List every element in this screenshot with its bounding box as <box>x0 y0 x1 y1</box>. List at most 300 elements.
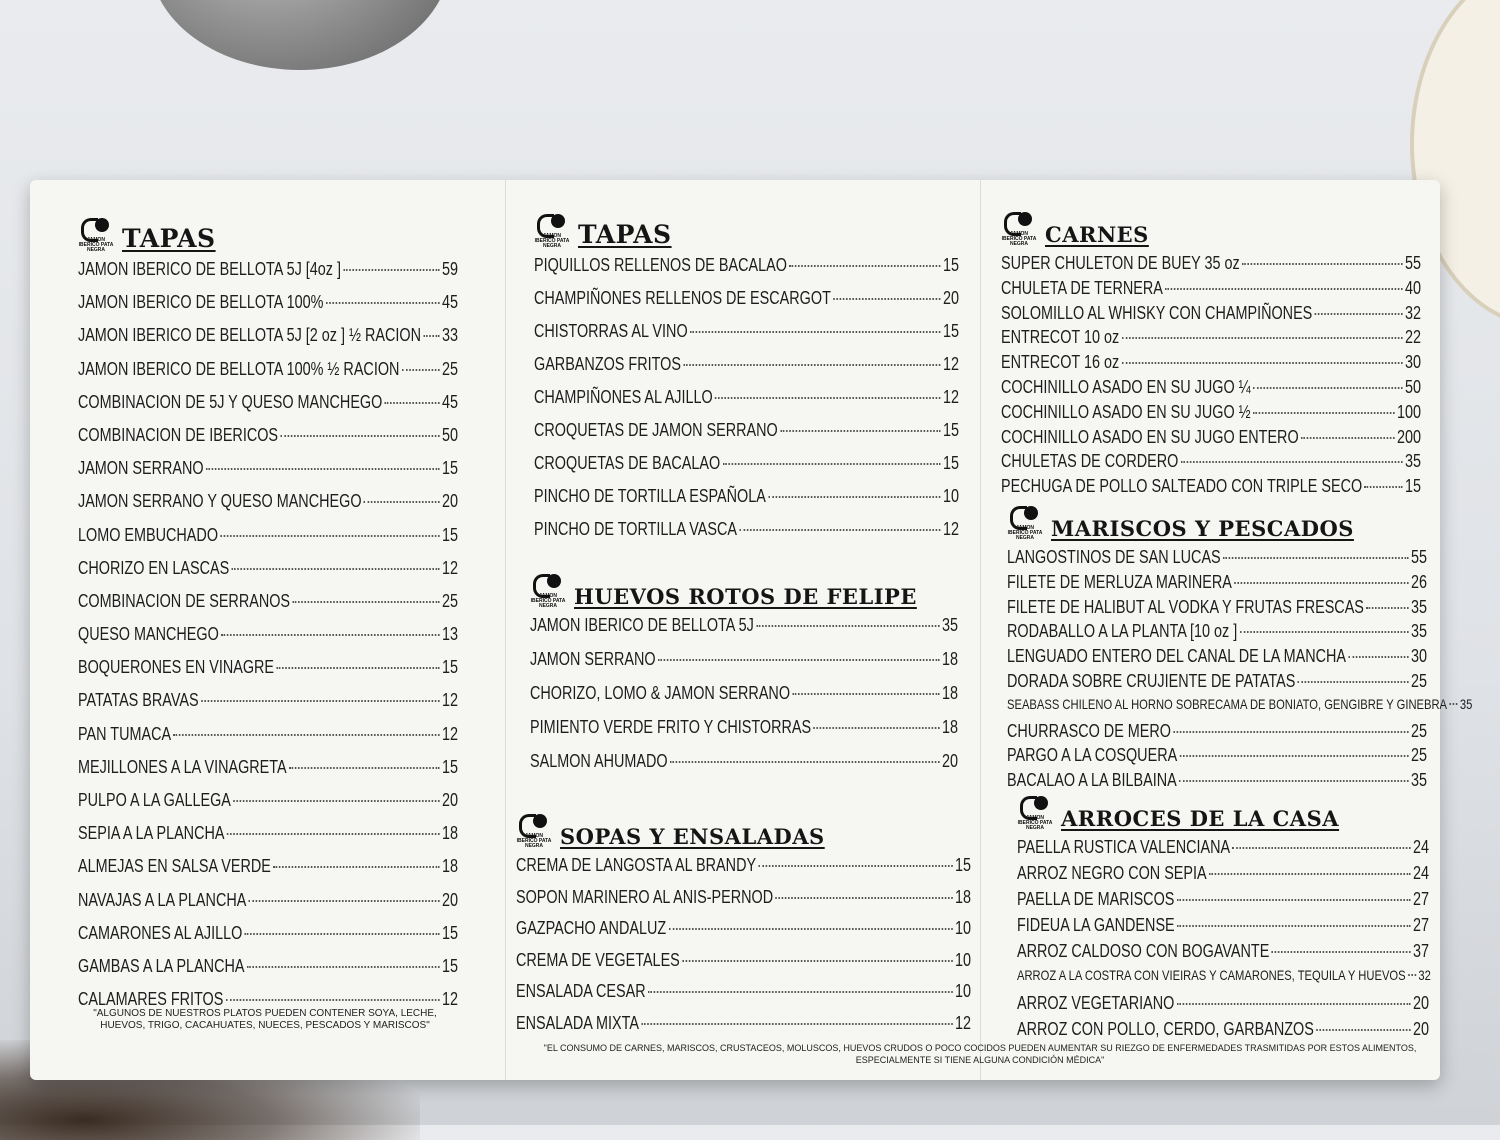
menu-item-price: 20 <box>941 751 958 771</box>
menu-item <box>78 525 458 558</box>
dot-leader <box>1449 703 1457 705</box>
menu-item-name: SOLOMILLO AL WHISKY CON CHAMPIÑONES <box>1001 302 1313 323</box>
menu-item-list <box>1001 253 1421 501</box>
menu-item <box>1001 402 1421 427</box>
dot-leader <box>1177 899 1411 901</box>
menu-item-price: 10 <box>954 981 971 1001</box>
dot-leader <box>221 634 439 636</box>
menu-item-list <box>534 255 959 552</box>
menu-item-price: 12 <box>441 723 458 744</box>
section-carnes <box>1001 210 1421 501</box>
menu-item-price: 25 <box>1410 745 1427 766</box>
menu-item-name: SUPER CHULETON DE BUEY 35 oz <box>1001 253 1240 273</box>
menu-item <box>1017 889 1429 915</box>
menu-item <box>78 624 458 657</box>
menu-item-name: JAMON IBERICO DE BELLOTA 100% ½ RACION <box>78 358 400 379</box>
menu-item-price: 30 <box>1404 352 1421 373</box>
menu-item <box>534 354 959 387</box>
restaurant-logo-icon: JAMON IBERICO PATA NEGRA <box>1017 794 1053 831</box>
menu-item-name: JAMON SERRANO <box>530 649 656 669</box>
dot-leader <box>385 402 440 404</box>
dot-leader <box>292 601 439 603</box>
dot-leader <box>641 1023 952 1025</box>
menu-item <box>78 956 458 989</box>
menu-item-list <box>516 855 971 1044</box>
section-header <box>78 216 458 253</box>
section-title: MARISCOS Y PESCADOS <box>1051 516 1354 541</box>
menu-item-name: LOMO EMBUCHADO <box>78 524 219 545</box>
menu-item-name: PIMIENTO VERDE FRITO Y CHISTORRAS <box>530 717 812 737</box>
menu-item-price: 45 <box>441 292 458 313</box>
section-tapas-1 <box>78 216 458 1022</box>
menu-item-price: 12 <box>441 989 458 1010</box>
menu-item-name: BOQUERONES EN VINAGRE <box>78 657 275 678</box>
dot-leader <box>1177 1003 1411 1005</box>
dot-leader <box>768 496 940 498</box>
menu-item <box>1007 547 1427 572</box>
menu-item-name: CHURRASCO DE MERO <box>1007 720 1172 741</box>
dot-leader <box>658 659 940 661</box>
menu-item-price: 35 <box>1410 596 1427 617</box>
menu-item-name: SEPIA A LA PLANCHA <box>78 823 225 844</box>
section-huevos <box>530 572 958 785</box>
menu-item-price: 18 <box>941 683 958 703</box>
dot-leader <box>1240 631 1409 633</box>
menu-item-name: CHISTORRAS AL VINO <box>534 321 688 341</box>
dot-leader <box>423 335 439 337</box>
menu-item <box>534 255 959 288</box>
menu-item <box>1001 352 1421 377</box>
menu-item-name: COCHINILLO ASADO EN SU JUGO ¼ <box>1001 376 1251 397</box>
menu-panel-middle <box>505 180 976 1080</box>
menu-item <box>1001 377 1421 402</box>
dot-leader <box>247 966 440 968</box>
menu-item <box>1017 967 1429 993</box>
menu-item-list <box>530 615 958 785</box>
menu-item-price: 20 <box>441 790 458 810</box>
menu-item-name: GAZPACHO ANDALUZ <box>516 918 667 938</box>
menu-item-price: 12 <box>942 387 959 407</box>
menu-item <box>1017 993 1429 1019</box>
dot-leader <box>1209 873 1411 875</box>
menu-item-list <box>1017 837 1429 1045</box>
menu-item-price: 20 <box>441 889 458 910</box>
menu-panel-left <box>30 180 500 1080</box>
menu-item-price: 50 <box>441 424 458 445</box>
restaurant-logo-icon: JAMON IBERICO PATA NEGRA <box>1007 504 1043 541</box>
menu-item <box>78 657 458 690</box>
restaurant-logo-icon: JAMON IBERICO PATA NEGRA <box>516 812 552 849</box>
menu-item <box>1017 915 1429 941</box>
menu-item <box>530 751 958 785</box>
health-warning-note: "EL CONSUMO DE CARNES, MARISCOS, CRUSTACEOS, MOLUSCOS, HUEVOS CRUDOS O POCO COCIDOS PUEDEN AUMENTAR SU RIEZGO DE ENFERMEDADES TRASMITIDAS POR ESTOS ALIMENTOS, ESPECIALMENTE SI TIENE ALGUNA CONDICIÓN MÉDICA" <box>543 1043 1417 1065</box>
menu-item-name: PECHUGA DE POLLO SALTEADO CON TRIPLE SECO <box>1001 476 1363 497</box>
dot-leader <box>715 397 940 399</box>
menu-item-price: 15 <box>441 524 458 545</box>
menu-item-name: PARGO A LA COSQUERA <box>1007 745 1178 766</box>
menu-item-name: JAMON SERRANO Y QUESO MANCHEGO <box>78 491 362 512</box>
menu-item-name: CROQUETAS DE BACALAO <box>534 453 721 473</box>
menu-item-price: 15 <box>441 657 458 678</box>
dot-leader <box>1233 847 1411 849</box>
menu-item <box>1007 721 1427 746</box>
section-title: ARROCES DE LA CASA <box>1061 806 1340 831</box>
menu-item <box>516 981 971 1013</box>
menu-item-price: 15 <box>942 321 959 341</box>
menu-item-name: GAMBAS A LA PLANCHA <box>78 955 245 976</box>
menu-item-price: 33 <box>441 325 458 346</box>
dot-leader <box>1180 755 1409 757</box>
menu-item-name: JAMON IBERICO DE BELLOTA 100% <box>78 292 324 313</box>
menu-item-name: SOPON MARINERO AL ANIS-PERNOD <box>516 886 774 907</box>
menu-item-name: RODABALLO A LA PLANTA [10 oz ] <box>1007 621 1238 642</box>
menu-item <box>534 420 959 453</box>
dot-leader <box>682 960 952 962</box>
menu-item <box>1017 941 1429 967</box>
menu-item-price: 37 <box>1412 941 1429 961</box>
menu-item-price: 10 <box>954 918 971 938</box>
dot-leader <box>723 463 941 465</box>
menu-item-price: 32 <box>1418 967 1431 983</box>
menu-item-name: CHULETA DE TERNERA <box>1001 277 1163 298</box>
menu-item-name: COCHINILLO ASADO EN SU JUGO ENTERO <box>1001 426 1299 447</box>
restaurant-logo-icon: JAMON IBERICO PATA NEGRA <box>1001 210 1037 247</box>
menu-item-name: NAVAJAS A LA PLANCHA <box>78 889 247 910</box>
menu-item-list <box>78 259 458 1022</box>
menu-item-name: ARROZ A LA COSTRA CON VIEIRAS Y CAMARONES, TEQUILA Y HUEVOS <box>1017 967 1406 983</box>
menu-item-name: LANGOSTINOS DE SAN LUCAS <box>1007 547 1221 567</box>
menu-item <box>78 724 458 757</box>
dot-leader <box>402 369 440 371</box>
menu-item-name: PIQUILLOS RELLENOS DE BACALAO <box>534 255 787 275</box>
dot-leader <box>233 800 439 802</box>
menu-item-price: 27 <box>1412 915 1429 935</box>
menu-item-price: 35 <box>1410 770 1427 791</box>
menu-item <box>1007 745 1427 770</box>
coffee-cup <box>150 0 450 70</box>
dot-leader <box>276 667 439 669</box>
menu-item <box>78 359 458 392</box>
menu-item-name: PATATAS BRAVAS <box>78 690 199 711</box>
menu-item-price: 15 <box>942 420 959 440</box>
menu-item-name: ENSALADA MIXTA <box>516 1012 639 1033</box>
menu-item-name: COMBINACION DE IBERICOS <box>78 424 279 445</box>
dot-leader <box>1223 557 1409 559</box>
menu-item-name: GARBANZOS FRITOS <box>534 354 681 374</box>
menu-item-price: 25 <box>1410 720 1427 741</box>
dot-leader <box>776 897 953 899</box>
menu-item-name: ARROZ CON POLLO, CERDO, GARBANZOS <box>1017 1019 1314 1039</box>
dot-leader <box>758 865 952 867</box>
menu-item-price: 15 <box>1404 476 1421 497</box>
menu-item <box>530 649 958 683</box>
menu-item <box>78 690 458 723</box>
section-header <box>534 212 959 249</box>
menu-item <box>534 519 959 552</box>
menu-item-name: CHAMPIÑONES RELLENOS DE ESCARGOT <box>534 288 831 308</box>
section-header <box>1007 504 1427 541</box>
menu-item-name: ENTRECOT 16 oz <box>1001 352 1120 373</box>
section-header <box>1017 794 1429 831</box>
dot-leader <box>1165 288 1402 290</box>
menu-item-price: 20 <box>1412 1019 1429 1039</box>
allergen-note: "ALGUNOS DE NUESTROS PLATOS PUEDEN CONTENER SOYA, LECHE, HUEVOS, TRIGO, CACAHUATES, NUECES, PESCADOS Y MARISCOS" <box>93 1008 437 1031</box>
menu-item-price: 15 <box>441 922 458 943</box>
menu-item-price: 15 <box>441 955 458 976</box>
menu-panel-right <box>980 180 1473 1080</box>
dot-leader <box>343 269 439 271</box>
menu-item-price: 26 <box>1410 571 1427 592</box>
menu-item-price: 12 <box>942 354 959 374</box>
menu-item-name: JAMON SERRANO <box>78 458 204 479</box>
dot-leader <box>364 501 440 503</box>
dot-leader <box>683 364 940 366</box>
menu-item <box>534 486 959 519</box>
menu-item-price: 22 <box>1404 327 1421 348</box>
section-header <box>1001 210 1421 247</box>
menu-item-name: CHULETAS DE CORDERO <box>1001 451 1179 472</box>
dot-leader <box>173 734 439 736</box>
dot-leader <box>1234 582 1408 584</box>
menu-item-name: PAELLA RUSTICA VALENCIANA <box>1017 837 1231 857</box>
menu-item-name: PAN TUMACA <box>78 723 172 744</box>
menu-item <box>1007 695 1473 721</box>
menu-item-price: 12 <box>954 1012 971 1033</box>
dot-leader <box>833 298 940 300</box>
menu-item-price: 12 <box>942 519 959 539</box>
section-title: HUEVOS ROTOS DE FELIPE <box>574 584 917 609</box>
menu-item <box>534 453 959 486</box>
dot-leader <box>227 833 440 835</box>
menu-item <box>516 1013 971 1045</box>
dot-leader <box>780 430 940 432</box>
menu-item <box>516 855 971 887</box>
dot-leader <box>1301 437 1395 439</box>
menu-item <box>516 887 971 919</box>
menu-item <box>1017 863 1429 889</box>
menu-item <box>1001 327 1421 352</box>
menu-item <box>78 923 458 956</box>
dot-leader <box>245 933 440 935</box>
section-title: TAPAS <box>578 220 672 249</box>
menu-item-name: CALAMARES FRITOS <box>78 989 224 1010</box>
menu-item-price: 100 <box>1396 401 1421 422</box>
menu-item-price: 18 <box>441 856 458 877</box>
dot-leader <box>1179 780 1408 782</box>
dot-leader <box>1242 263 1402 265</box>
dot-leader <box>1177 925 1411 927</box>
menu-item-price: 50 <box>1404 376 1421 397</box>
dot-leader <box>690 331 941 333</box>
menu-item-price: 12 <box>441 690 458 711</box>
menu-item <box>1001 451 1421 476</box>
menu-item-price: 18 <box>941 649 958 669</box>
menu-item-price: 15 <box>942 255 959 275</box>
menu-item-price: 35 <box>941 615 958 635</box>
dot-leader <box>792 693 939 695</box>
menu-item-name: FILETE DE HALIBUT AL VODKA Y FRUTAS FRESCAS <box>1007 596 1364 617</box>
section-header <box>516 812 971 849</box>
menu-item <box>1001 427 1421 452</box>
menu-item-price: 18 <box>441 823 458 844</box>
dot-leader <box>220 535 439 537</box>
menu-item-price: 13 <box>441 624 458 645</box>
dot-leader <box>232 568 440 570</box>
menu-item-price: 27 <box>1412 889 1429 909</box>
menu-item-name: QUESO MANCHEGO <box>78 624 219 645</box>
section-header <box>530 572 958 609</box>
menu-item-price: 24 <box>1412 863 1429 883</box>
menu-item-name: CREMA DE LANGOSTA AL BRANDY <box>516 855 757 875</box>
dot-leader <box>1122 337 1403 339</box>
menu-item-price: 10 <box>942 486 959 506</box>
menu-item-name: COMBINACION DE 5J Y QUESO MANCHEGO <box>78 391 383 412</box>
menu-item-price: 20 <box>1412 993 1429 1013</box>
menu-item-price: 40 <box>1404 277 1421 298</box>
menu-item-price: 18 <box>954 886 971 907</box>
menu-item-name: DORADA SOBRE CRUJIENTE DE PATATAS <box>1007 670 1296 691</box>
menu-item-price: 30 <box>1410 646 1427 667</box>
menu-item <box>78 856 458 889</box>
menu-item <box>78 392 458 425</box>
dot-leader <box>289 767 440 769</box>
menu-item-name: CREMA DE VEGETALES <box>516 949 680 970</box>
menu-item-price: 35 <box>1459 695 1473 712</box>
menu-item-price: 15 <box>441 756 458 777</box>
menu-item-name: LENGUADO ENTERO DEL CANAL DE LA MANCHA <box>1007 646 1347 667</box>
menu-item <box>78 790 458 823</box>
menu-item-price: 200 <box>1396 426 1421 447</box>
menu-item-price: 24 <box>1412 837 1429 857</box>
dot-leader <box>1253 412 1395 414</box>
dot-leader <box>273 866 439 868</box>
menu-item-name: ENTRECOT 10 oz <box>1001 327 1120 348</box>
menu-item <box>530 717 958 751</box>
menu-item-price: 20 <box>942 288 959 308</box>
folded-menu <box>30 180 1473 1080</box>
menu-item <box>1001 476 1421 501</box>
menu-item-name: ARROZ CALDOSO CON BOGAVANTE <box>1017 941 1270 961</box>
section-title: SOPAS Y ENSALADAS <box>560 824 825 849</box>
dot-leader <box>1253 387 1403 389</box>
menu-item <box>1001 278 1421 303</box>
section-tapas-2 <box>534 212 959 552</box>
menu-item <box>1007 671 1427 696</box>
dot-leader <box>648 991 953 993</box>
section-sopas <box>516 812 971 1044</box>
restaurant-logo-icon: JAMON IBERICO PATA NEGRA <box>78 216 114 253</box>
menu-item <box>78 823 458 856</box>
menu-item-name: CAMARONES AL AJILLO <box>78 922 243 943</box>
menu-item-price: 59 <box>441 259 458 279</box>
menu-item <box>534 321 959 354</box>
menu-item <box>78 591 458 624</box>
menu-item <box>534 288 959 321</box>
dot-leader <box>1122 362 1403 364</box>
dot-leader <box>1348 656 1408 658</box>
dot-leader <box>739 529 940 531</box>
menu-item-name: CROQUETAS DE JAMON SERRANO <box>534 420 778 440</box>
menu-item-list <box>1007 547 1473 795</box>
section-title: TAPAS <box>122 224 216 253</box>
menu-item-name: PAELLA DE MARISCOS <box>1017 889 1175 909</box>
dot-leader <box>249 900 440 902</box>
dot-leader <box>789 265 940 267</box>
menu-item-price: 35 <box>1410 621 1427 642</box>
menu-item <box>78 458 458 491</box>
menu-item-name: PINCHO DE TORTILLA VASCA <box>534 519 737 539</box>
menu-item <box>78 757 458 790</box>
menu-item <box>78 325 458 358</box>
dot-leader <box>756 625 939 627</box>
dot-leader <box>1272 951 1411 953</box>
menu-item <box>78 425 458 458</box>
menu-item-price: 35 <box>1404 451 1421 472</box>
dot-leader <box>201 700 440 702</box>
menu-item <box>1007 572 1427 597</box>
menu-item-price: 12 <box>441 557 458 578</box>
menu-item <box>1001 253 1421 278</box>
section-mariscos <box>1007 504 1473 795</box>
menu-item-price: 10 <box>954 949 971 970</box>
dot-leader <box>226 999 440 1001</box>
menu-item-name: ALMEJAS EN SALSA VERDE <box>78 856 271 877</box>
menu-item-price: 18 <box>941 717 958 737</box>
menu-item-name: ARROZ VEGETARIANO <box>1017 993 1175 1013</box>
dot-leader <box>1365 486 1403 488</box>
dot-leader <box>1315 313 1403 315</box>
menu-item-name: JAMON IBERICO DE BELLOTA 5J [2 oz ] ½ RACION <box>78 325 422 346</box>
menu-item-price: 55 <box>1410 547 1427 567</box>
menu-item-name: FILETE DE MERLUZA MARINERA <box>1007 571 1232 592</box>
menu-item <box>1001 303 1421 328</box>
menu-item <box>78 890 458 923</box>
menu-item <box>1007 646 1427 671</box>
menu-item-price: 15 <box>942 453 959 473</box>
menu-item <box>1017 837 1429 863</box>
menu-item-price: 15 <box>954 855 971 875</box>
menu-item-price: 32 <box>1404 302 1421 323</box>
menu-item-name: JAMON IBERICO DE BELLOTA 5J [4oz ] <box>78 259 342 279</box>
menu-item-name: SEABASS CHILENO AL HORNO SOBRECAMA DE BONIATO, GENGIBRE Y GINEBRA <box>1007 695 1448 712</box>
restaurant-logo-icon: JAMON IBERICO PATA NEGRA <box>534 212 570 249</box>
menu-item-name: FIDEUA LA GANDENSE <box>1017 915 1175 935</box>
menu-item <box>78 491 458 524</box>
menu-item-price: 25 <box>441 590 458 611</box>
menu-item <box>1007 770 1427 795</box>
restaurant-logo-icon: JAMON IBERICO PATA NEGRA <box>530 572 566 609</box>
section-title: CARNES <box>1045 222 1149 247</box>
menu-item-name: CHORIZO, LOMO & JAMON SERRANO <box>530 683 791 703</box>
dot-leader <box>1408 974 1416 976</box>
menu-item-name: ARROZ NEGRO CON SEPIA <box>1017 863 1207 883</box>
section-arroces <box>1017 794 1429 1045</box>
menu-item-name: MEJILLONES A LA VINAGRETA <box>78 756 287 777</box>
menu-item <box>1007 597 1427 622</box>
menu-item <box>530 683 958 717</box>
menu-item-name: PULPO A LA GALLEGA <box>78 790 231 810</box>
menu-item-name: BACALAO A LA BILBAINA <box>1007 770 1177 791</box>
dot-leader <box>1316 1029 1410 1031</box>
menu-item-name: PINCHO DE TORTILLA ESPAÑOLA <box>534 486 766 506</box>
menu-item-name: JAMON IBERICO DE BELLOTA 5J <box>530 615 754 635</box>
dot-leader <box>1173 731 1408 733</box>
dot-leader <box>1298 681 1409 683</box>
menu-item-name: COCHINILLO ASADO EN SU JUGO ½ <box>1001 401 1251 422</box>
menu-item-price: 15 <box>441 458 458 479</box>
menu-item <box>78 259 458 292</box>
dot-leader <box>1366 607 1408 609</box>
